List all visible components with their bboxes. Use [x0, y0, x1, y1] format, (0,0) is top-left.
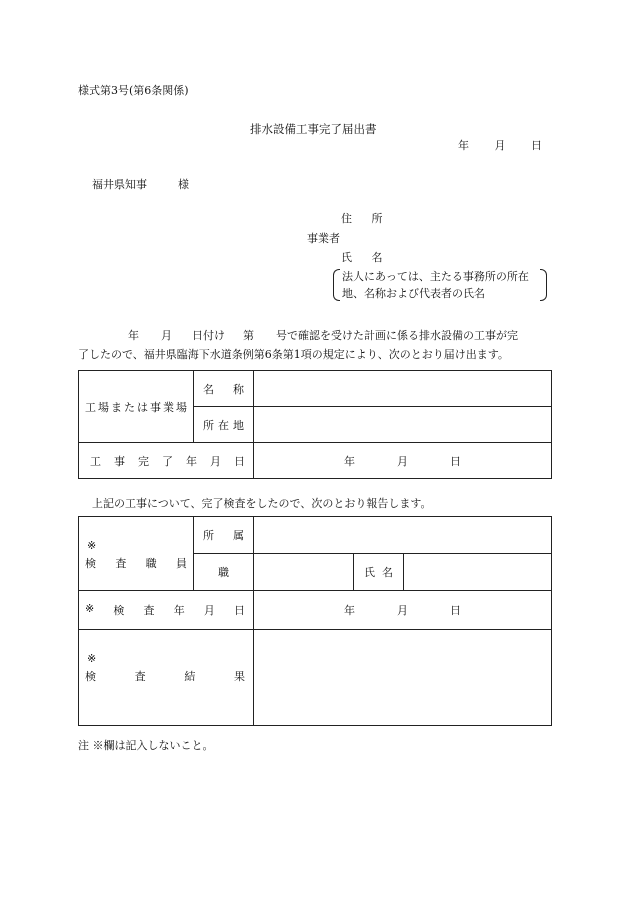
completion-date-value[interactable]: 年 月 日 — [254, 443, 552, 479]
inspection-date-value[interactable]: 年 月 日 — [254, 591, 552, 630]
inspection-result-value[interactable] — [254, 630, 552, 726]
position-value[interactable] — [254, 554, 354, 591]
inspection-result-label: ※ 検 査 結 果 — [79, 630, 254, 726]
affiliation-value[interactable] — [254, 517, 552, 554]
form-number: 様式第3号(第6条関係) — [78, 84, 189, 97]
completion-table — [78, 370, 552, 479]
position-label: 職 — [194, 554, 254, 591]
affiliation-label: 所 属 — [194, 517, 254, 554]
corporation-note-line1: 法人にあっては、主たる事務所の所在 — [342, 270, 529, 283]
inspector-name-label: 氏 名 — [354, 554, 404, 591]
factory-or-workplace-label: 工 場 ま た は 事 業 場 — [79, 371, 194, 443]
business-operator-label: 事業者 — [307, 232, 340, 245]
addressee — [92, 176, 189, 192]
form-title: 排水設備工事完了届出書 — [250, 122, 377, 136]
submission-date — [458, 137, 542, 153]
left-bracket — [333, 269, 340, 301]
addressee-honorific: 様 — [178, 178, 189, 191]
address-label: 住 所 — [341, 212, 391, 225]
corporation-note-line2: 地、名称および代表者の氏名 — [342, 287, 485, 300]
facility-name-label: 名 称 — [194, 371, 254, 407]
corporation-note — [333, 268, 547, 302]
date-month-label: 月 — [494, 139, 506, 152]
date-year-label: 年 — [458, 139, 469, 152]
completion-date-label: 工 事 完 了 年 月 日 — [79, 443, 254, 479]
inspector-label: ※ 検 査 職 員 — [79, 517, 194, 591]
footnote: 注 ※欄は記入しないこと。 — [78, 739, 214, 752]
body-line-2: 了したので、福井県臨海下水道条例第6条第1項の規定により、次のとおり届け出ます。 — [78, 348, 509, 361]
inspector-name-value[interactable] — [404, 554, 552, 591]
addressee-name: 福井県知事 — [92, 178, 147, 191]
result-mark: ※ — [87, 652, 97, 665]
body-line-1: 年 月 日付け 第 号で確認を受けた計画に係る排水設備の工事が完 — [128, 329, 518, 342]
inspector-mark: ※ — [87, 538, 97, 552]
date-day-label: 日 — [531, 139, 542, 152]
facility-name-value[interactable] — [254, 371, 552, 407]
right-bracket — [540, 269, 547, 301]
report-sentence: 上記の工事について、完了検査をしたので、次のとおり報告します。 — [92, 497, 432, 510]
facility-location-label: 所 在 地 — [194, 407, 254, 443]
facility-location-value[interactable] — [254, 407, 552, 443]
name-label: 氏 名 — [341, 251, 391, 264]
inspection-date-label: ※ 検 査 年 月 日 — [79, 591, 254, 630]
inspection-table — [78, 516, 552, 726]
